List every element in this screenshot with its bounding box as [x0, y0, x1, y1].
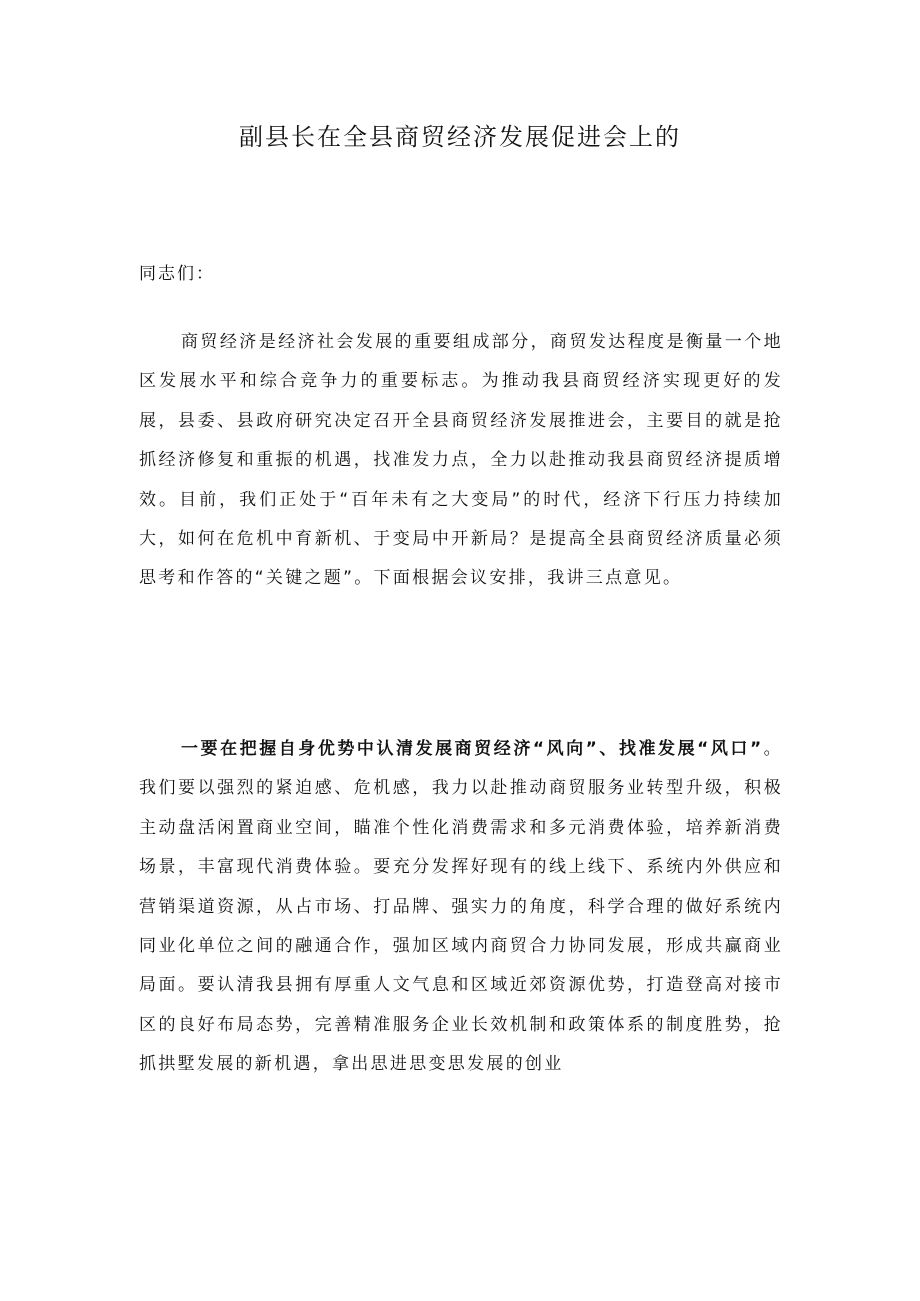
- paragraph-intro: [139, 323, 783, 599]
- paragraph-point-one: [139, 730, 783, 1085]
- point-one-text: 。我们要以强烈的紧迫感、危机感，我力以赴推动商贸服务业转型升级，积极主动盘活闲置商业空间，瞄准个性化消费需求和多元消费体验，培养新消费场景，丰富现代消费体验。要充分发挥好现有的线上线下、系统内外供应和营销渠道资源，从占市场、打品牌、强实力的角度，科学合理的做好系统内同业化单位之间的融通合作，强加区域内商贸合力协同发展，形成共赢商业局面。要认清我县拥有厚重人文气息和区域近郊资源优势，打造登高对接市区的良好布局态势，完善精准服务企业长效机制和政策体系的制度胜势，抢抓拱墅发展的新机遇，拿出思进思变思发展的创业: [139, 739, 783, 1075]
- salutation: 同志们：: [139, 264, 215, 284]
- point-one-heading: 一要在把握自身优势中认清发展商贸经济“风向”、找准发展“风口”: [181, 739, 764, 759]
- paragraph-intro-text: 商贸经济是经济社会发展的重要组成部分，商贸发达程度是衡量一个地区发展水平和综合竞争力的重要标志。为推动我县商贸经济实现更好的发展，县委、县政府研究决定召开全县商贸经济发展推进会，主要目的就是抢抓经济修复和重振的机遇，找准发力点，全力以赴推动我县商贸经济提质增效。目前，我们正处于“百年未有之大变局”的时代，经济下行压力持续加大，如何在危机中育新机、于变局中开新局？是提高全县商贸经济质量必须思考和作答的“关键之题”。下面根据会议安排，我讲三点意见。: [139, 332, 783, 589]
- document-title: 副县长在全县商贸经济发展促进会上的: [239, 123, 681, 151]
